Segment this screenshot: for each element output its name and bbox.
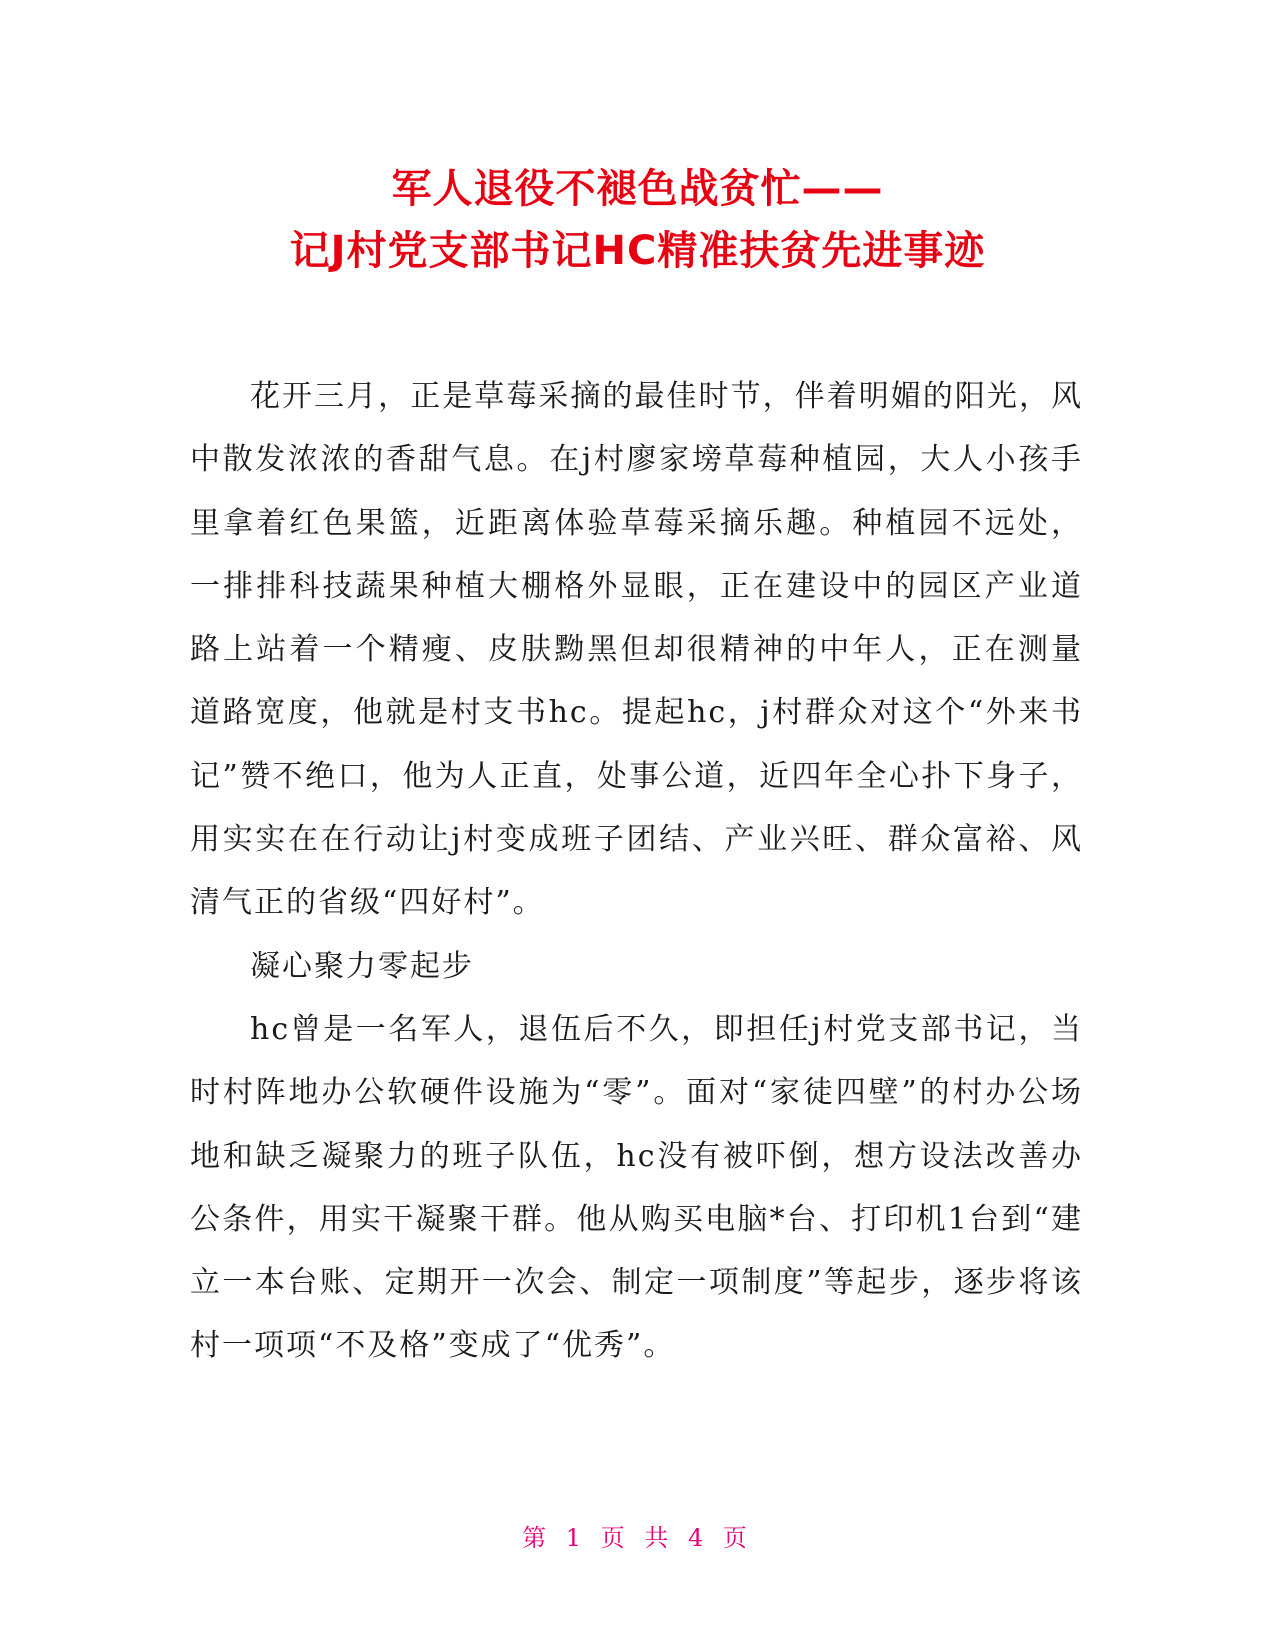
paragraph: hc曾是一名军人，退伍后不久，即担任j村党支部书记，当时村阵地办公软硬件设施为“零”。面对“家徒四壁”的村办公场地和缺乏凝聚力的班子队伍，hc没有被吓倒，想方设法改善办公条件，用实干凝聚干群。他从购买电脑*台、打印机1台到“建立一本台账、定期开一次会、制定一项制度”等起步，逐步将该村一项项“不及格”变成了“优秀”。 — [190, 1011, 1083, 1364]
paragraph: 花开三月，正是草莓采摘的最佳时节，伴着明媚的阳光，风中散发浓浓的香甜气息。在j村廖家塝草莓种植园，大人小孩手里拿着红色果篮，近距离体验草莓采摘乐趣。种植园不远处，一排排科技蔬果种植大棚格外显眼，正在建设中的园区产业道路上站着一个精瘦、皮肤黝黑但却很精神的中年人，正在测量道路宽度，他就是村支书hc。提起hc，j村群众对这个“外来书记”赞不绝口，他为人正直，处事公道，近四年全心扑下身子，用实实在在行动让j村变成班子团结、产业兴旺、群众富裕、风清气正的省级“四好村”。 — [190, 379, 1083, 921]
document-title — [0, 158, 1275, 282]
document-body — [190, 365, 1083, 1378]
page-number-footer: 第 1 页 共 4 页 — [522, 1524, 753, 1552]
title-line-1: 军人退役不褪色战贫忙—— — [391, 166, 884, 212]
section-subheading: 凝心聚力零起步 — [250, 948, 474, 984]
title-line-2: 记J村党支部书记HC精准扶贫先进事迹 — [289, 228, 986, 274]
